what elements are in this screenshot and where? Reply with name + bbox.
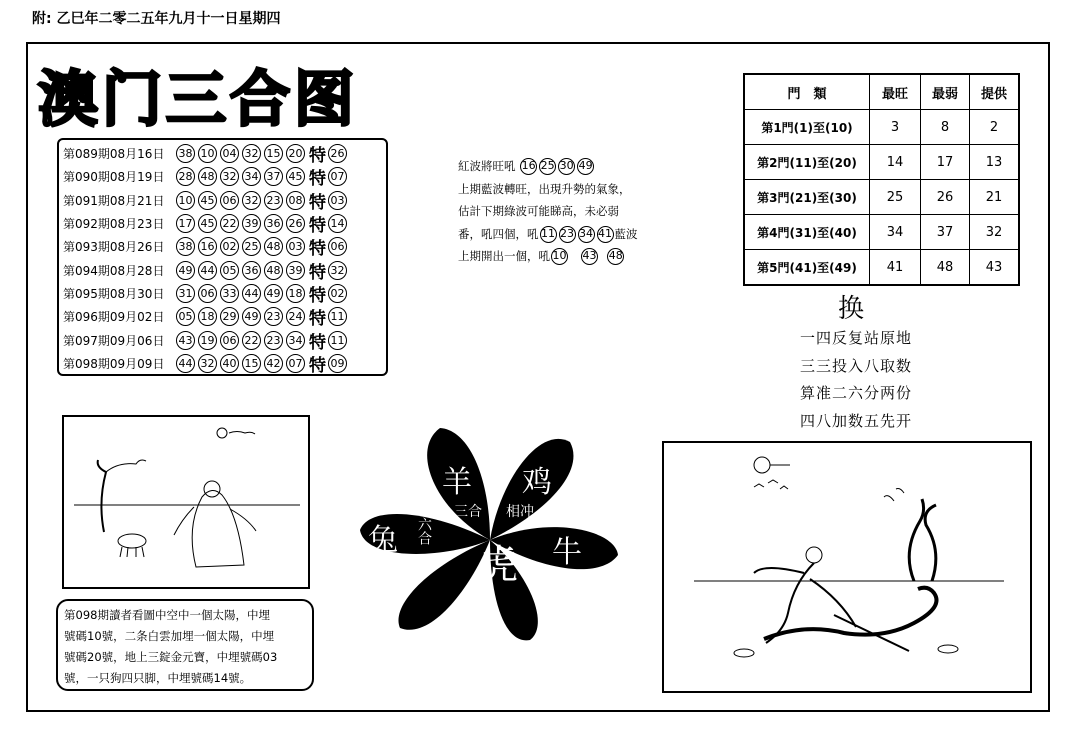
number-ball: 43 — [176, 331, 195, 350]
draw-row — [63, 328, 382, 351]
special-marker: 特 — [309, 146, 326, 167]
number-ball: 36 — [264, 214, 283, 233]
hot-line-4-text: 番，吼四個，吼 — [458, 226, 539, 241]
zodiac-sheep: 羊 — [442, 465, 472, 500]
special-number-ball: 11 — [328, 307, 347, 326]
number-ball: 24 — [286, 307, 305, 326]
number-ball: 20 — [286, 144, 305, 163]
number-ball: 31 — [176, 284, 195, 303]
number-ball: 15 — [264, 144, 283, 163]
results-panel — [57, 138, 388, 376]
number-ball: 15 — [242, 354, 261, 373]
number-ball: 07 — [286, 354, 305, 373]
number-ball: 02 — [220, 237, 239, 256]
stats-cell: 14 — [870, 145, 921, 180]
draw-label: 第097期09月06日 — [63, 333, 165, 348]
label-liuhe: 六合 — [416, 517, 432, 545]
stats-cell: 21 — [970, 180, 1020, 215]
illustration-right — [662, 441, 1032, 693]
hot-ball: 49 — [577, 158, 594, 175]
hot-ball: 25 — [539, 158, 556, 175]
number-ball: 32 — [242, 144, 261, 163]
number-ball: 36 — [242, 261, 261, 280]
special-marker: 特 — [309, 216, 326, 237]
hot-line-5 — [458, 245, 658, 268]
hot-line-2: 上期藍波轉旺，出現升勢的氣象， — [458, 181, 631, 196]
draw-row — [63, 189, 382, 212]
hot-ball: 23 — [559, 226, 576, 243]
number-ball: 23 — [264, 307, 283, 326]
draw-label: 第098期09月09日 — [63, 356, 165, 371]
hot-line-3: 估計下期綠波可能睇高，未必弱 — [458, 204, 619, 218]
stats-cell: 37 — [921, 215, 970, 250]
poem-line: 四八加数五先开 — [800, 412, 913, 430]
gate-stats-table — [743, 73, 1020, 286]
special-number-ball: 32 — [328, 261, 347, 280]
number-ball: 37 — [264, 167, 283, 186]
hot-ball: 10 — [551, 248, 568, 265]
zodiac-ox: 牛 — [552, 535, 582, 570]
riddle-line: 號碼20號，地上三錠金元寶，中埋號碼03 — [64, 650, 278, 664]
draw-row — [63, 282, 382, 305]
stats-header-gate: 門 類 — [744, 74, 870, 110]
hot-line-5-text: 上期開出一個，吼 — [458, 249, 550, 263]
hot-wave-text — [458, 155, 658, 268]
hot-ball: 34 — [578, 226, 595, 243]
draw-label: 第093期08月26日 — [63, 240, 165, 255]
stats-cell: 32 — [970, 215, 1020, 250]
poem-line: 一四反复站原地 — [800, 329, 913, 347]
number-ball: 32 — [220, 167, 239, 186]
number-ball: 48 — [198, 167, 217, 186]
stats-gate: 第2門(11)至(20) — [744, 145, 870, 180]
number-ball: 38 — [176, 237, 195, 256]
label-sanhe: 三合 — [454, 504, 482, 520]
draw-row — [63, 142, 382, 165]
number-ball: 16 — [198, 237, 217, 256]
stats-row — [744, 110, 1019, 145]
warrior-snake-illustration — [664, 443, 1030, 691]
number-ball: 49 — [176, 261, 195, 280]
number-ball: 06 — [198, 284, 217, 303]
number-ball: 49 — [242, 307, 261, 326]
number-ball: 45 — [286, 167, 305, 186]
zodiac-tiger: 虎 — [478, 542, 518, 588]
special-marker: 特 — [309, 169, 326, 190]
number-ball: 48 — [264, 237, 283, 256]
hot-line-1 — [458, 155, 658, 178]
number-ball: 40 — [220, 354, 239, 373]
hot-ball: 30 — [558, 158, 575, 175]
stats-row — [744, 145, 1019, 180]
poem-line: 三三投入八取数 — [800, 357, 913, 375]
number-ball: 34 — [242, 167, 261, 186]
draw-row — [63, 165, 382, 188]
special-number-ball: 02 — [328, 284, 347, 303]
number-ball: 42 — [264, 354, 283, 373]
stats-cell: 34 — [870, 215, 921, 250]
draw-row — [63, 258, 382, 281]
special-number-ball: 11 — [328, 331, 347, 350]
scholar-dog-illustration — [64, 417, 308, 587]
hot-ball: 16 — [520, 158, 537, 175]
number-ball: 23 — [264, 191, 283, 210]
special-number-ball: 07 — [328, 167, 347, 186]
number-ball: 45 — [198, 191, 217, 210]
draw-label: 第094期08月28日 — [63, 263, 165, 278]
zodiac-rabbit: 兔 — [368, 523, 398, 558]
draw-label: 第092期08月23日 — [63, 217, 165, 232]
stats-cell: 25 — [870, 180, 921, 215]
number-ball: 39 — [286, 261, 305, 280]
stats-row — [744, 250, 1019, 286]
number-ball: 39 — [242, 214, 261, 233]
stats-gate: 第3門(21)至(30) — [744, 180, 870, 215]
draw-label: 第090期08月19日 — [63, 170, 165, 185]
riddle-line: 號碼10號，二条白雲加埋一個太陽，中埋 — [64, 629, 275, 643]
special-number-ball: 06 — [328, 237, 347, 256]
number-ball: 18 — [286, 284, 305, 303]
number-ball: 25 — [242, 237, 261, 256]
number-ball: 44 — [242, 284, 261, 303]
draw-label: 第089期08月16日 — [63, 147, 165, 162]
number-ball: 03 — [286, 237, 305, 256]
stats-row — [744, 215, 1019, 250]
number-ball: 44 — [176, 354, 195, 373]
number-ball: 19 — [198, 331, 217, 350]
zodiac-flower — [330, 415, 640, 645]
number-ball: 10 — [176, 191, 195, 210]
stats-gate: 第1門(1)至(10) — [744, 110, 870, 145]
draw-label: 第091期08月21日 — [63, 193, 165, 208]
stats-header-offer: 提供 — [970, 74, 1020, 110]
number-ball: 18 — [198, 307, 217, 326]
stats-gate: 第4門(31)至(40) — [744, 215, 870, 250]
number-ball: 17 — [176, 214, 195, 233]
stats-cell: 43 — [970, 250, 1020, 286]
number-ball: 34 — [286, 331, 305, 350]
number-ball: 23 — [264, 331, 283, 350]
number-ball: 48 — [264, 261, 283, 280]
number-ball: 33 — [220, 284, 239, 303]
number-ball: 28 — [176, 167, 195, 186]
label-xiangchong: 相冲 — [506, 504, 534, 520]
hot-line-1-text: 紅波將旺吼 — [458, 159, 516, 173]
stats-cell: 48 — [921, 250, 970, 286]
special-marker: 特 — [309, 332, 326, 353]
draw-row — [63, 305, 382, 328]
special-number-ball: 03 — [328, 191, 347, 210]
number-ball: 26 — [286, 214, 305, 233]
number-ball: 05 — [220, 261, 239, 280]
stats-cell: 8 — [921, 110, 970, 145]
number-ball: 22 — [220, 214, 239, 233]
stats-cell: 26 — [921, 180, 970, 215]
draw-label: 第095期08月30日 — [63, 286, 165, 301]
zodiac-rooster: 鸡 — [522, 465, 552, 500]
stats-cell: 13 — [970, 145, 1020, 180]
stats-cell: 2 — [970, 110, 1020, 145]
special-marker: 特 — [309, 285, 326, 306]
riddle-line: 第098期讀者看圖中空中一個太陽，中埋 — [64, 608, 270, 622]
special-marker: 特 — [309, 192, 326, 213]
number-ball: 04 — [220, 144, 239, 163]
number-ball: 49 — [264, 284, 283, 303]
number-ball: 38 — [176, 144, 195, 163]
hot-ball: 11 — [540, 226, 557, 243]
hot-line-4 — [458, 223, 658, 246]
hot-ball: 48 — [607, 248, 624, 265]
stats-gate: 第5門(41)至(49) — [744, 250, 870, 286]
special-marker: 特 — [309, 309, 326, 330]
poem-line: 算准二六分两份 — [800, 384, 913, 402]
hot-line-4-tail: 藍波 — [614, 226, 638, 241]
number-ball: 32 — [242, 191, 261, 210]
stats-cell: 3 — [870, 110, 921, 145]
number-ball: 29 — [220, 307, 239, 326]
stats-row — [744, 180, 1019, 215]
number-ball: 06 — [220, 191, 239, 210]
number-ball: 44 — [198, 261, 217, 280]
special-number-ball: 26 — [328, 144, 347, 163]
number-ball: 10 — [198, 144, 217, 163]
main-title: 澳门三合图 — [38, 65, 358, 135]
stats-header-hot: 最旺 — [870, 74, 921, 110]
draw-label: 第096期09月02日 — [63, 310, 165, 325]
number-ball: 45 — [198, 214, 217, 233]
draw-row — [63, 212, 382, 235]
draw-row — [63, 352, 382, 375]
number-ball: 22 — [242, 331, 261, 350]
stats-header-cold: 最弱 — [921, 74, 970, 110]
number-ball: 08 — [286, 191, 305, 210]
number-ball: 32 — [198, 354, 217, 373]
special-number-ball: 14 — [328, 214, 347, 233]
stats-cell: 41 — [870, 250, 921, 286]
number-ball: 05 — [176, 307, 195, 326]
special-marker: 特 — [309, 262, 326, 283]
special-number-ball: 09 — [328, 354, 347, 373]
hot-ball: 43 — [581, 248, 598, 265]
poem-title: 换 — [838, 294, 865, 324]
date-line: 附: 乙巳年二零二五年九月十一日星期四 — [32, 11, 281, 27]
illustration-left — [62, 415, 310, 589]
special-marker: 特 — [309, 239, 326, 260]
stats-cell: 17 — [921, 145, 970, 180]
draw-row — [63, 235, 382, 258]
riddle-box — [56, 599, 314, 691]
special-marker: 特 — [309, 355, 326, 376]
hot-ball: 41 — [597, 226, 614, 243]
number-ball: 06 — [220, 331, 239, 350]
riddle-line: 號，一只狗四只脚，中埋號碼14號。 — [64, 671, 252, 685]
